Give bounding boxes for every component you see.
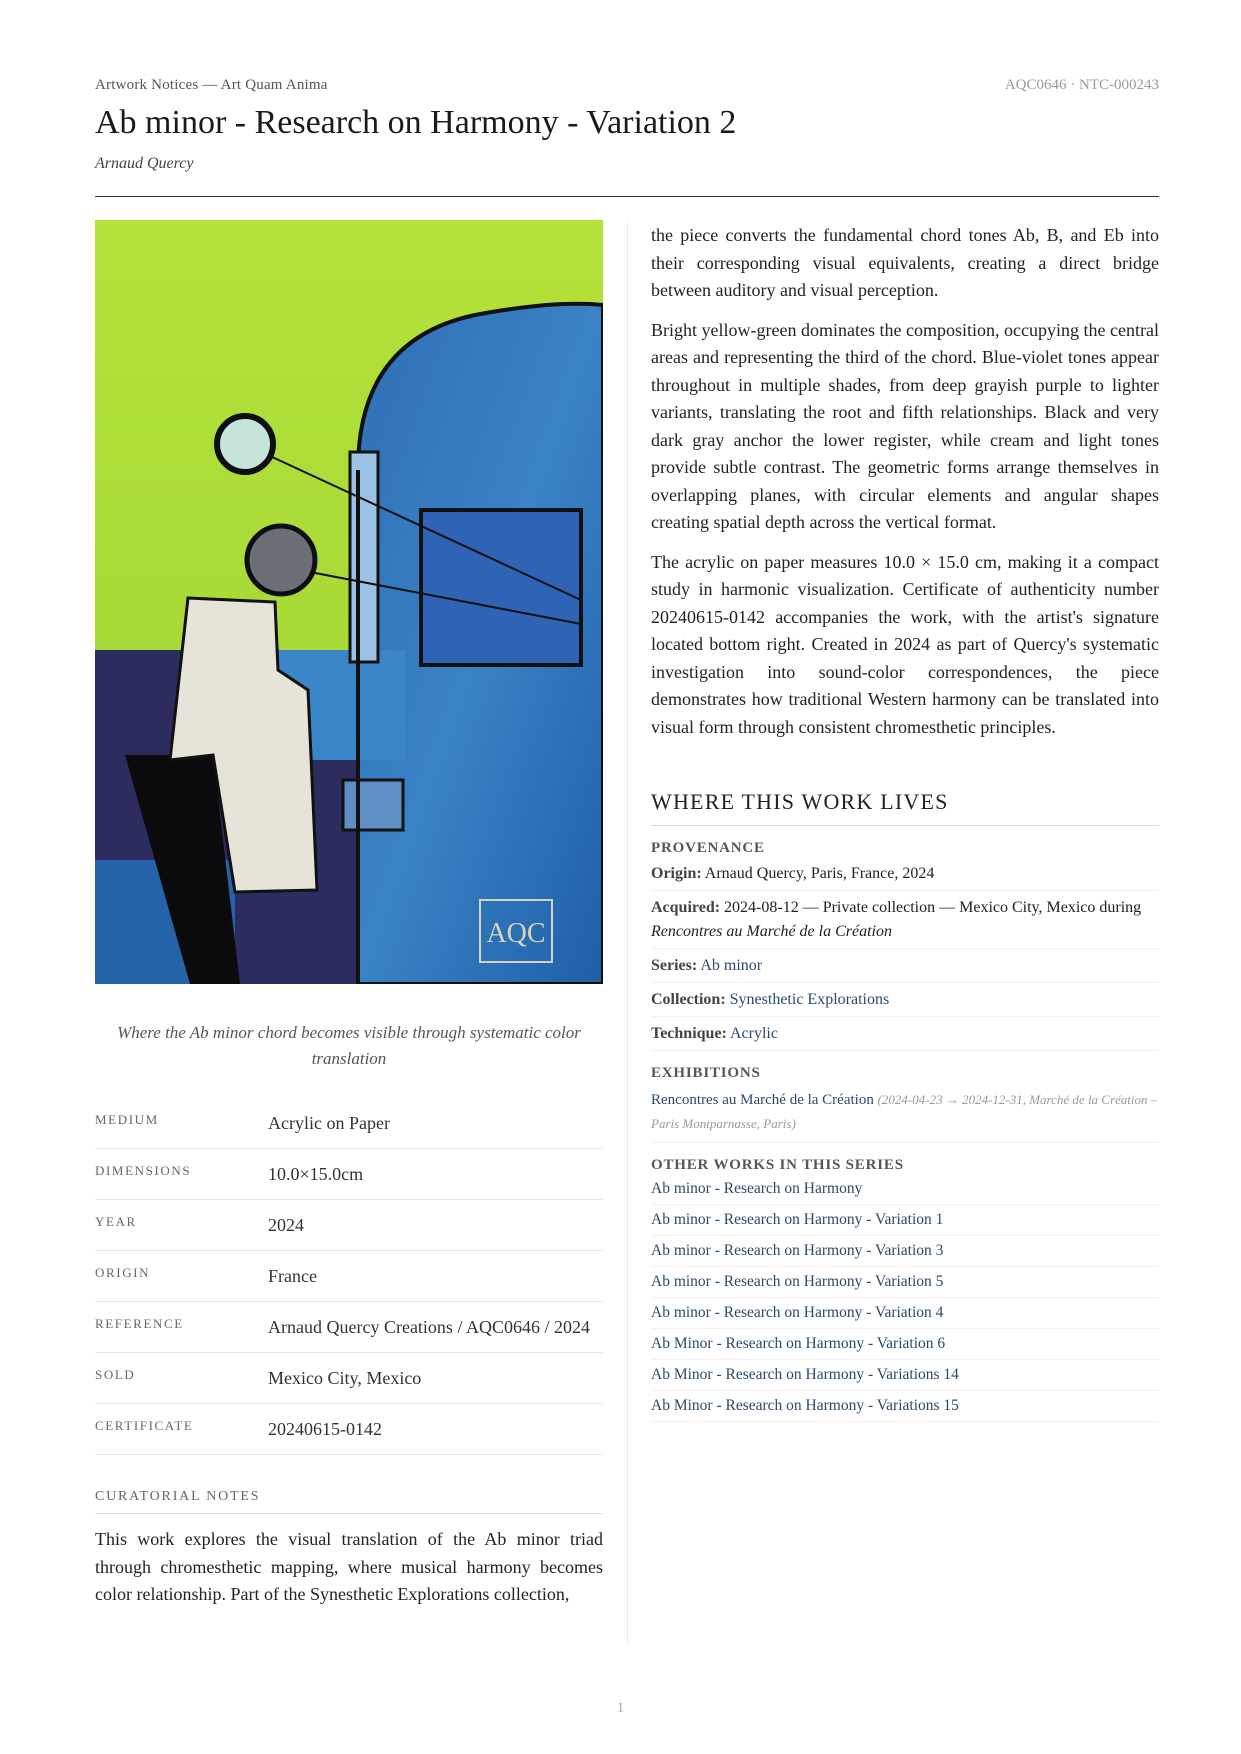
details-key: ORIGIN xyxy=(95,1265,151,1280)
artwork-caption: Where the Ab minor chord becomes visible through systematic color translation xyxy=(117,1023,581,1068)
details-row xyxy=(95,1098,603,1149)
details-row xyxy=(95,1404,603,1455)
details-value: Arnaud Quercy Creations / AQC0646 / 2024 xyxy=(268,1317,590,1337)
artwork-image xyxy=(95,220,603,984)
details-value: France xyxy=(268,1266,317,1286)
column-divider xyxy=(627,222,628,1644)
details-value: 2024 xyxy=(268,1215,304,1235)
series-work-link[interactable]: Ab Minor - Research on Harmony - Variation 6 xyxy=(651,1329,1159,1360)
details-row xyxy=(95,1200,603,1251)
acquired-event: Rencontres au Marché de la Création xyxy=(651,923,892,940)
details-key: MEDIUM xyxy=(95,1112,159,1127)
exhibitions-heading: EXHIBITIONS xyxy=(651,1065,761,1081)
details-row xyxy=(95,1251,603,1302)
provenance-origin xyxy=(651,857,1159,891)
series-work-link[interactable]: Ab minor - Research on Harmony - Variation 4 xyxy=(651,1298,1159,1329)
series-work-link[interactable]: Ab minor - Research on Harmony xyxy=(651,1174,1159,1205)
provenance-series xyxy=(651,949,1159,983)
details-value: 10.0×15.0cm xyxy=(268,1164,364,1184)
technique-label: Technique: xyxy=(651,1025,727,1042)
artwork-signature: AQC xyxy=(486,918,546,949)
technique-link[interactable]: Acrylic xyxy=(730,1025,778,1042)
collection-label: Collection: xyxy=(651,991,726,1008)
body-paragraph-1: the piece converts the fundamental chord tones Ab, B, and Eb into their corresponding visual equivalents, creating a direct bridge between auditory and visual perception. xyxy=(651,225,1159,300)
series-work-link[interactable]: Ab Minor - Research on Harmony - Variations 15 xyxy=(651,1391,1159,1422)
details-row xyxy=(95,1149,603,1200)
acquired-value: 2024-08-12 — Private collection — Mexico City, Mexico during xyxy=(724,899,1142,916)
header-rule xyxy=(95,196,1159,197)
right-column xyxy=(651,222,1159,1422)
origin-label: Origin: xyxy=(651,865,702,882)
provenance-technique xyxy=(651,1017,1159,1051)
exhibition-link[interactable]: Rencontres au Marché de la Création xyxy=(651,1092,874,1108)
left-column xyxy=(95,220,603,1609)
details-row xyxy=(95,1302,603,1353)
origin-value: Arnaud Quercy, Paris, France, 2024 xyxy=(704,865,935,882)
reference-code: AQC0646 · NTC-000243 xyxy=(1004,77,1159,93)
body-paragraph-2: Bright yellow-green dominates the composition, occupying the central areas and representing the third of the chord. Blue-violet tones appear throughout in multiple shades, from deep grayish purple to lighter variants, translating the root and fifth relationships. Black and very dark gray anchor the lower register, while cream and light tones provide subtle contrast. The geometric forms arrange themselves in overlapping planes, with circular elements and angular shapes creating spatial depth across the vertical format. xyxy=(651,319,1159,532)
details-key: SOLD xyxy=(95,1367,136,1382)
details-key: YEAR xyxy=(95,1214,137,1229)
body-paragraph-3: The acrylic on paper measures 10.0 × 15.0 cm, making it a compact study in harmonic visualization. Certificate of authenticity number 20240615-0142 accompanies the work, with the artist's signature located bottom right. Created in 2024 as part of Quercy's systematic investigation into sound-color correspondences, the piece demonstrates how traditional Western harmony can be translated into visual form through consistent chromesthetic principles. xyxy=(651,551,1159,737)
details-value: 20240615-0142 xyxy=(268,1419,382,1439)
exhibition-item xyxy=(651,1082,1159,1143)
series-work-link[interactable]: Ab minor - Research on Harmony - Variation 1 xyxy=(651,1205,1159,1236)
series-work-link[interactable]: Ab Minor - Research on Harmony - Variations 14 xyxy=(651,1360,1159,1391)
series-label: Series: xyxy=(651,957,698,974)
curatorial-text: This work explores the visual translation of the Ab minor triad through chromesthetic mapping, where musical harmony becomes color relationship. Part of the Synesthetic Explorations collection, xyxy=(95,1529,603,1604)
curatorial-heading: CURATORIAL NOTES xyxy=(95,1489,603,1514)
other-works-heading: OTHER WORKS IN THIS SERIES xyxy=(651,1157,904,1173)
exhibition-meta: (2024-04-23 → 2024-12-31, Marché de la Création – Paris Montparnasse, Paris) xyxy=(651,1092,1158,1131)
details-key: REFERENCE xyxy=(95,1316,184,1331)
provenance-acquired xyxy=(651,891,1159,949)
details-value: Mexico City, Mexico xyxy=(268,1368,422,1388)
artist-name: Arnaud Quercy xyxy=(95,155,194,172)
details-table xyxy=(95,1098,603,1455)
collection-link[interactable]: Synesthetic Explorations xyxy=(729,991,890,1008)
where-section-title: WHERE THIS WORK LIVES xyxy=(651,789,1159,826)
provenance-collection xyxy=(651,983,1159,1017)
series-work-link[interactable]: Ab minor - Research on Harmony - Variation 3 xyxy=(651,1236,1159,1267)
notice-page xyxy=(95,0,1159,1754)
acquired-label: Acquired: xyxy=(651,899,721,916)
details-row xyxy=(95,1353,603,1404)
artwork-title: Ab minor - Research on Harmony - Variation 2 xyxy=(95,104,737,141)
details-value: Acrylic on Paper xyxy=(268,1113,390,1133)
page-number: 1 xyxy=(616,1700,625,1716)
series-link[interactable]: Ab minor xyxy=(700,957,763,974)
provenance-heading: PROVENANCE xyxy=(651,840,765,856)
publication-kicker: Artwork Notices — Art Quam Anima xyxy=(95,77,328,93)
series-work-link[interactable]: Ab minor - Research on Harmony - Variation 5 xyxy=(651,1267,1159,1298)
details-key: CERTIFICATE xyxy=(95,1418,194,1433)
details-key: DIMENSIONS xyxy=(95,1163,192,1178)
